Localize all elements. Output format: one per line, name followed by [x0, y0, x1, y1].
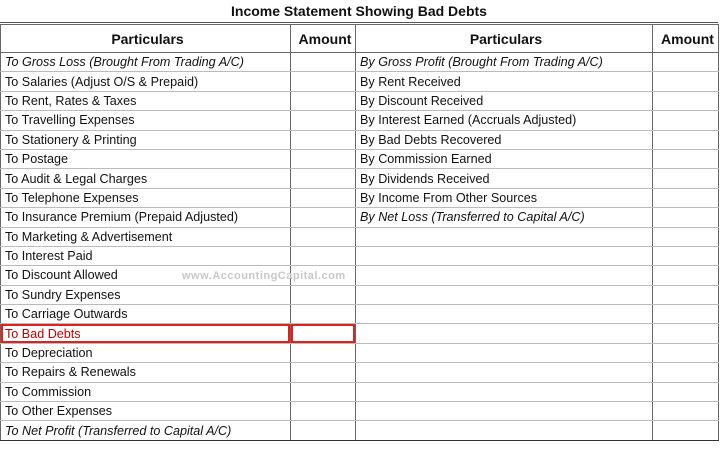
debit-amount-cell	[291, 53, 356, 72]
debit-amount-cell	[291, 402, 356, 421]
table-row	[1, 421, 719, 440]
table-row	[1, 149, 719, 168]
credit-particular-cell: By Commission Earned	[356, 149, 653, 168]
credit-particular-cell: By Gross Profit (Brought From Trading A/C)	[356, 53, 653, 72]
credit-particular-cell	[356, 402, 653, 421]
debit-amount-header: Amount	[291, 25, 356, 53]
table-row	[1, 305, 719, 324]
debit-particular-cell: To Discount Allowed	[1, 266, 291, 285]
debit-particular-cell: To Commission	[1, 382, 291, 401]
debit-particular-cell: To Other Expenses	[1, 402, 291, 421]
credit-amount-cell	[653, 266, 719, 285]
credit-particulars-header: Particulars	[356, 25, 653, 53]
watermark-text: www.AccountingCapital.com	[182, 270, 346, 282]
table-row	[1, 402, 719, 421]
table-row	[1, 53, 719, 72]
credit-amount-cell	[653, 130, 719, 149]
credit-amount-cell	[653, 91, 719, 110]
table-row	[1, 91, 719, 110]
debit-particular-cell: To Interest Paid	[1, 246, 291, 265]
table-row	[1, 266, 719, 285]
credit-particular-cell	[356, 246, 653, 265]
debit-particular-cell: To Net Profit (Transferred to Capital A/C)	[1, 421, 291, 440]
credit-particular-cell: By Dividends Received	[356, 169, 653, 188]
table-row	[1, 382, 719, 401]
table-row	[1, 188, 719, 207]
table-row	[1, 208, 719, 227]
credit-amount-header: Amount	[653, 25, 719, 53]
credit-amount-cell	[653, 363, 719, 382]
table-row	[1, 130, 719, 149]
credit-particular-cell: By Bad Debts Recovered	[356, 130, 653, 149]
debit-particular-cell: To Rent, Rates & Taxes	[1, 91, 291, 110]
debit-amount-cell	[291, 130, 356, 149]
debit-amount-cell	[291, 343, 356, 362]
debit-amount-cell	[291, 363, 356, 382]
credit-particular-cell	[356, 324, 653, 343]
credit-particular-cell	[356, 227, 653, 246]
debit-amount-cell	[291, 246, 356, 265]
table-row	[1, 343, 719, 362]
credit-particular-cell	[356, 363, 653, 382]
statement-body	[1, 53, 719, 441]
debit-particular-cell: To Depreciation	[1, 343, 291, 362]
credit-particular-cell: By Income From Other Sources	[356, 188, 653, 207]
debit-amount-cell	[291, 227, 356, 246]
debit-particular-cell: To Repairs & Renewals	[1, 363, 291, 382]
credit-amount-cell	[653, 305, 719, 324]
credit-amount-cell	[653, 382, 719, 401]
credit-amount-cell	[653, 169, 719, 188]
debit-particular-cell: To Audit & Legal Charges	[1, 169, 291, 188]
credit-amount-cell	[653, 402, 719, 421]
debit-particular-cell: To Insurance Premium (Prepaid Adjusted)	[1, 208, 291, 227]
income-statement-table	[0, 24, 719, 441]
credit-amount-cell	[653, 421, 719, 440]
debit-amount-cell	[291, 324, 356, 343]
credit-amount-cell	[653, 53, 719, 72]
debit-particular-cell: To Travelling Expenses	[1, 111, 291, 130]
debit-particular-cell: To Carriage Outwards	[1, 305, 291, 324]
table-row	[1, 169, 719, 188]
debit-amount-cell	[291, 111, 356, 130]
credit-particular-cell	[356, 343, 653, 362]
credit-amount-cell	[653, 285, 719, 304]
debit-particular-cell: To Salaries (Adjust O/S & Prepaid)	[1, 72, 291, 91]
table-row	[1, 285, 719, 304]
credit-particular-cell	[356, 266, 653, 285]
credit-particular-cell	[356, 285, 653, 304]
header-row	[1, 25, 719, 53]
debit-particular-cell: To Marketing & Advertisement	[1, 227, 291, 246]
debit-amount-cell	[291, 421, 356, 440]
credit-amount-cell	[653, 343, 719, 362]
credit-amount-cell	[653, 324, 719, 343]
debit-particular-cell: To Sundry Expenses	[1, 285, 291, 304]
debit-particular-cell: To Postage	[1, 149, 291, 168]
credit-amount-cell	[653, 227, 719, 246]
debit-amount-cell	[291, 169, 356, 188]
table-row	[1, 246, 719, 265]
credit-particular-cell	[356, 382, 653, 401]
credit-amount-cell	[653, 208, 719, 227]
table-row	[1, 324, 719, 343]
debit-particular-cell: To Gross Loss (Brought From Trading A/C)	[1, 53, 291, 72]
table-row	[1, 363, 719, 382]
debit-particulars-header: Particulars	[1, 25, 291, 53]
credit-particular-cell: By Interest Earned (Accruals Adjusted)	[356, 111, 653, 130]
table-row	[1, 72, 719, 91]
credit-particular-cell: By Rent Received	[356, 72, 653, 91]
table-row	[1, 227, 719, 246]
debit-amount-cell	[291, 208, 356, 227]
credit-particular-cell: By Discount Received	[356, 91, 653, 110]
debit-particular-cell: To Telephone Expenses	[1, 188, 291, 207]
debit-amount-cell	[291, 91, 356, 110]
credit-amount-cell	[653, 149, 719, 168]
credit-amount-cell	[653, 111, 719, 130]
debit-amount-cell	[291, 72, 356, 91]
credit-amount-cell	[653, 72, 719, 91]
credit-amount-cell	[653, 188, 719, 207]
statement-title: Income Statement Showing Bad Debts	[0, 0, 718, 23]
table-row	[1, 111, 719, 130]
credit-particular-cell: By Net Loss (Transferred to Capital A/C)	[356, 208, 653, 227]
credit-particular-cell	[356, 305, 653, 324]
debit-amount-cell	[291, 285, 356, 304]
credit-amount-cell	[653, 246, 719, 265]
debit-amount-cell	[291, 188, 356, 207]
debit-particular-cell: To Stationery & Printing	[1, 130, 291, 149]
credit-particular-cell	[356, 421, 653, 440]
debit-particular-cell: To Bad Debts	[1, 324, 291, 343]
debit-amount-cell	[291, 382, 356, 401]
debit-amount-cell	[291, 149, 356, 168]
debit-amount-cell	[291, 305, 356, 324]
